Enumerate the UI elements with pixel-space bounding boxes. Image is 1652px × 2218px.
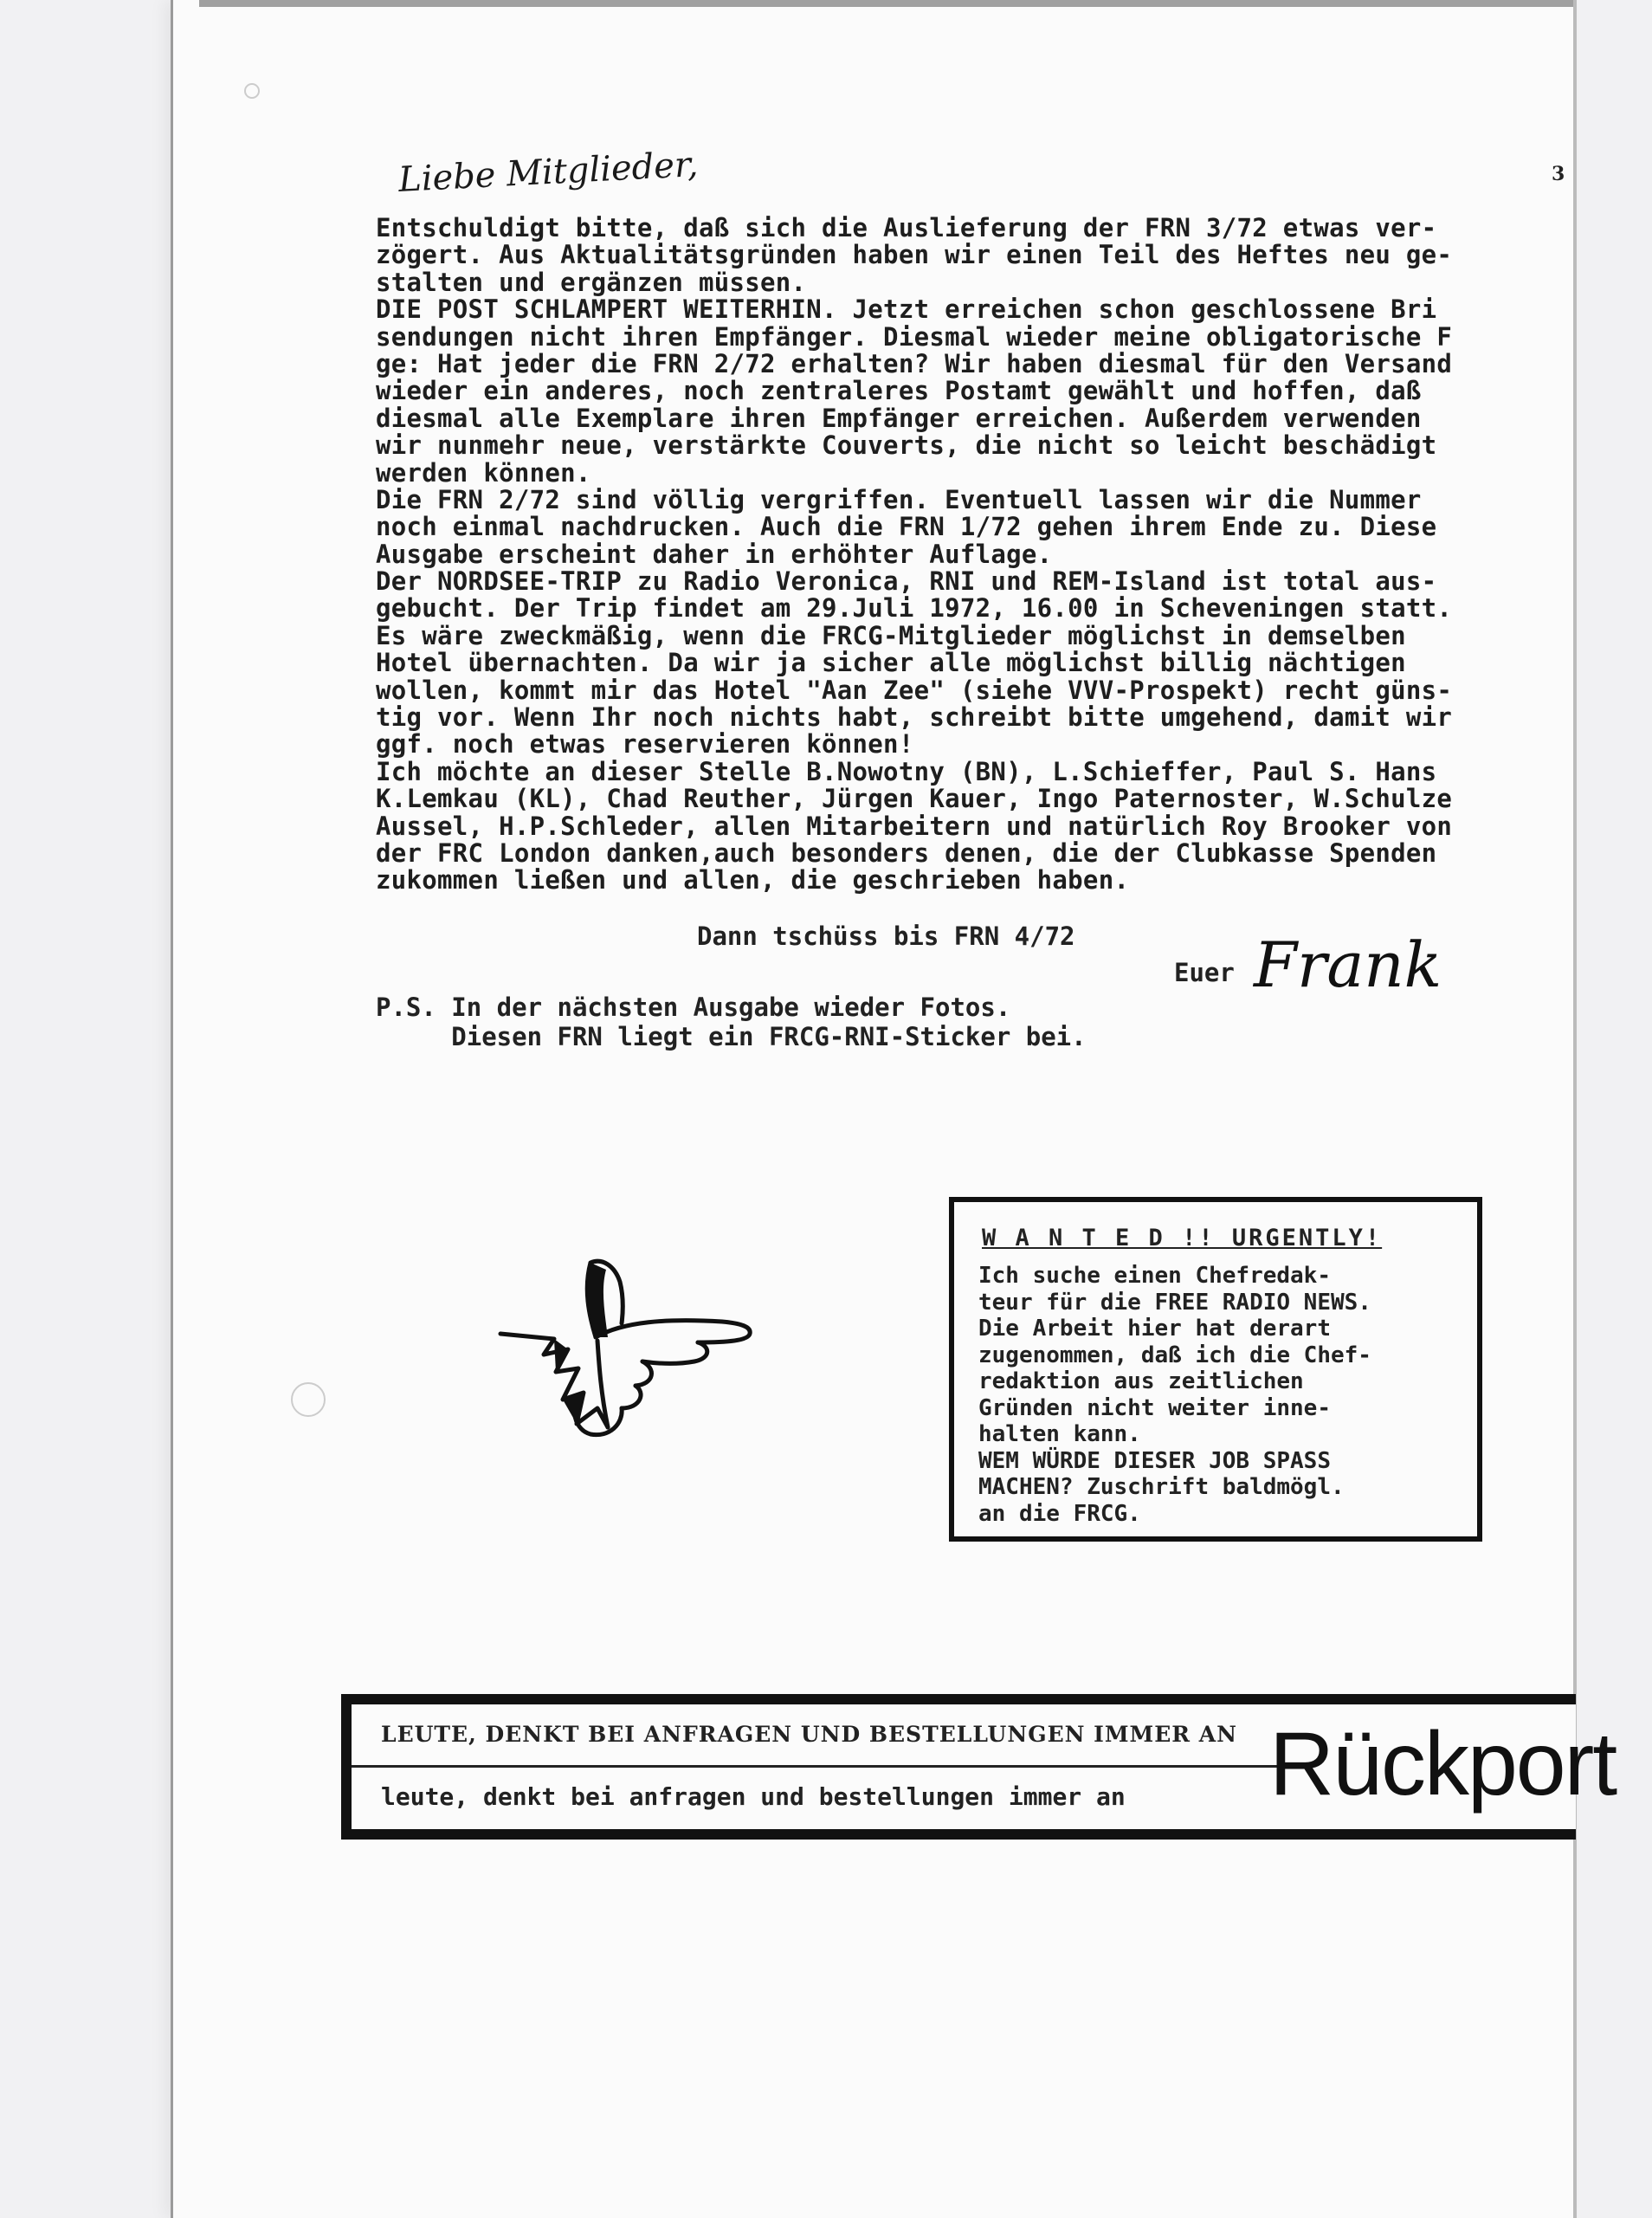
letter-line: diesmal alle Exemplare ihren Empfänger erreichen. Außerdem verwenden: [376, 403, 1422, 433]
letter-line: Aussel, H.P.Schleder, allen Mitarbeitern und natürlich Roy Brooker von: [376, 811, 1453, 841]
banner-lower-text: leute, denkt bei anfragen und bestellungen immer an: [381, 1782, 1126, 1811]
letter-line: Es wäre zweckmäßig, wenn die FRCG-Mitglieder möglichst in demselben: [376, 620, 1406, 650]
letter-line: Der NORDSEE-TRIP zu Radio Veronica, RNI und REM-Island ist total aus-: [376, 566, 1437, 597]
wanted-line: redaktion aus zeitlichen: [978, 1368, 1304, 1394]
letter-line: werden können.: [376, 457, 591, 488]
punch-hole: [291, 1382, 326, 1417]
top-edge-rule: [199, 0, 1576, 7]
wanted-line: halten kann.: [978, 1421, 1141, 1447]
handwritten-salutation: Liebe Mitglieder,: [397, 144, 700, 201]
wanted-line: zugenommen, daß ich die Chef-: [978, 1342, 1371, 1368]
wanted-line: teur für die FREE RADIO NEWS.: [978, 1289, 1371, 1316]
postscript: [376, 993, 1087, 1051]
postscript-line: Diesen FRN liegt ein FRCG-RNI-Sticker bei.: [376, 1022, 1087, 1051]
wanted-line: WEM WÜRDE DIESER JOB SPASS: [978, 1447, 1331, 1474]
letter-line: Entschuldigt bitte, daß sich die Auslieferung der FRN 3/72 etwas ver-: [376, 213, 1437, 242]
letter-line: wir nunmehr neue, verstärkte Couverts, die nicht so leicht beschädigt: [376, 430, 1437, 461]
letter-line: wollen, kommt mir das Hotel "Aan Zee" (siehe VVV-Prospekt) recht güns-: [376, 675, 1453, 705]
wanted-line: MACHEN? Zuschrift baldmögl.: [978, 1474, 1345, 1500]
handwritten-signature: Frank: [1254, 928, 1442, 1001]
letter-line: Ausgabe erscheint daher in erhöhter Auflage.: [376, 539, 1053, 569]
letter-line: Die FRN 2/72 sind völlig vergriffen. Eventuell lassen wir die Nummer: [376, 484, 1422, 514]
letter-line: Ich möchte an dieser Stelle B.Nowotny (BN), L.Schieffer, Paul S. Hans: [376, 756, 1437, 786]
letter-line: gebucht. Der Trip findet am 29.Juli 1972, 16.00 in Scheveningen statt.: [376, 593, 1453, 624]
wanted-body: [978, 1263, 1472, 1527]
letter-line: tig vor. Wenn Ihr noch nichts habt, schreibt bitte umgehend, damit wir: [376, 702, 1453, 733]
wanted-line: an die FRCG.: [978, 1500, 1141, 1527]
letter-line: K.Lemkau (KL), Chad Reuther, Jürgen Kauer, Ingo Paternoster, W.Schulze: [376, 784, 1453, 814]
closing-euer: Euer: [1174, 958, 1235, 987]
letter-line: wieder ein anderes, noch zentraleres Postamt gewählt und hoffen, daß: [376, 376, 1422, 406]
punch-mark: [244, 83, 260, 99]
letter-line: DIE POST SCHLAMPERT WEITERHIN. Jetzt erreichen schon geschlossene Bri: [376, 294, 1437, 325]
pointing-hand-icon: [494, 1254, 762, 1462]
page-number: 3: [1552, 163, 1565, 185]
banner-upper-text: LEUTE, DENKT BEI ANFRAGEN UND BESTELLUNGEN IMMER AN: [381, 1722, 1238, 1747]
wanted-notice-box: [949, 1197, 1482, 1542]
letter-line: ggf. noch etwas reservieren können!: [376, 729, 914, 760]
letter-line: zögert. Aus Aktualitätsgründen haben wir einen Teil des Heftes neu ge-: [376, 240, 1453, 270]
postscript-line: P.S. In der nächsten Ausgabe wieder Fotos.: [376, 993, 1011, 1022]
wanted-line: Gründen nicht weiter inne-: [978, 1394, 1331, 1421]
letter-line: ge: Hat jeder die FRN 2/72 erhalten? Wir haben diesmal für den Versand: [376, 348, 1453, 378]
banner-divider: [352, 1765, 1304, 1768]
banner-rueckporto-word: Rückport: [1269, 1714, 1617, 1814]
letter-line: Hotel übernachten. Da wir ja sicher alle möglichst billig nächtigen: [376, 648, 1406, 678]
letter-body: [376, 215, 1579, 895]
letter-line: noch einmal nachdrucken. Auch die FRN 1/72 gehen ihrem Ende zu. Diese: [376, 512, 1437, 542]
letter-line: der FRC London danken,auch besonders denen, die der Clubkasse Spenden: [376, 837, 1437, 868]
closing-line: Dann tschüss bis FRN 4/72: [697, 921, 1075, 951]
letter-line: sendungen nicht ihren Empfänger. Diesmal wieder meine obligatorische F: [376, 321, 1453, 352]
wanted-line: Ich suche einen Chefredak-: [978, 1263, 1331, 1289]
letter-line: zukommen ließen und allen, die geschrieben haben.: [376, 865, 1130, 896]
return-postage-banner: [341, 1694, 1617, 1840]
wanted-title: W A N T E D !! URGENTLY!: [982, 1225, 1383, 1251]
wanted-line: Die Arbeit hier hat derart: [978, 1316, 1331, 1342]
letter-line: stalten und ergänzen müssen.: [376, 267, 807, 297]
